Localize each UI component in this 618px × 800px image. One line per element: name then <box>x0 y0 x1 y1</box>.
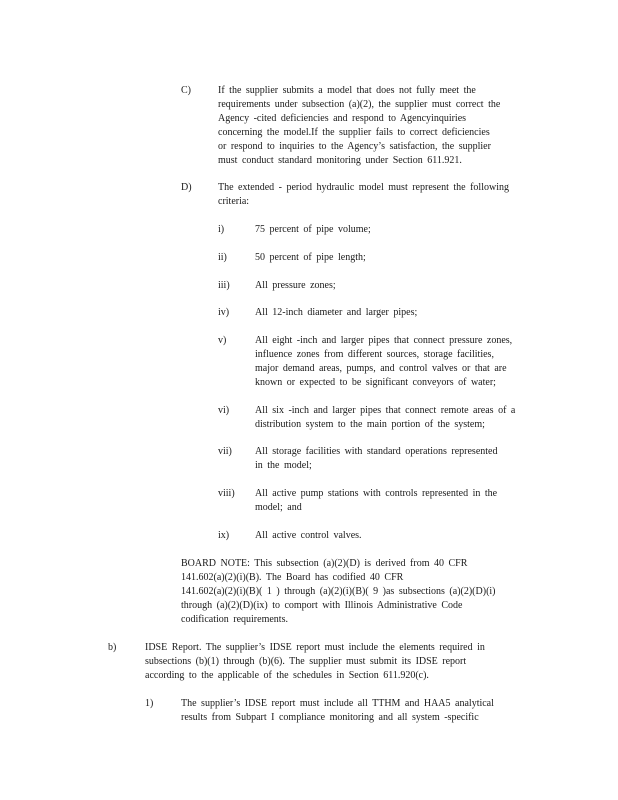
text-line: or respond to inquiries to the Agency’s satisfaction, the supplier <box>218 141 491 152</box>
text-line: influence zones from different sources, storage facilities, <box>255 349 494 360</box>
text-line: Agency -cited deficiencies and respond to Agencyinquiries <box>218 113 467 124</box>
text-line: codification requirements. <box>181 614 288 625</box>
item-text-ii <box>255 251 538 265</box>
text-line: All active control valves. <box>255 530 362 541</box>
item-text-i <box>255 223 538 237</box>
text-line: The extended - period hydraulic model must represent the following <box>218 182 509 193</box>
item-label-ix: ix) <box>218 530 230 541</box>
text-line: All 12-inch diameter and larger pipes; <box>255 307 418 318</box>
text-line: distribution system to the main portion of the system; <box>255 419 485 430</box>
item-text-ix <box>255 529 538 543</box>
text-line: The supplier’s IDSE report must include all TTHM and HAA5 analytical <box>181 698 494 709</box>
text-line: 50 percent of pipe length; <box>255 252 366 263</box>
item-label-ii: ii) <box>218 252 227 263</box>
text-line: results from Subpart I compliance monitoring and all system -specific <box>181 712 479 723</box>
item-label-1: 1) <box>145 698 154 709</box>
text-line: If the supplier submits a model that does not fully meet the <box>218 85 476 96</box>
text-line: must conduct standard monitoring under Section 611.921. <box>218 155 462 166</box>
text-line: 141.602(a)(2)(i)(B)( 1 ) through (a)(2)(i)(B)( 9 )as subsections (a)(2)(D)(i) <box>181 586 496 597</box>
text-line: in the model; <box>255 460 312 471</box>
text-line: through (a)(2)(D)(ix) to comport with Illinois Administrative Code <box>181 600 463 611</box>
item-label-v: v) <box>218 335 227 346</box>
item-text-vi <box>255 404 538 432</box>
text-line: known or expected to be significant conveyors of water; <box>255 377 496 388</box>
item-text-c <box>218 84 536 168</box>
item-label-viii: viii) <box>218 488 235 499</box>
item-label-c: C) <box>181 85 191 96</box>
text-line: All storage facilities with standard operations represented <box>255 446 498 457</box>
text-line: All active pump stations with controls represented in the <box>255 488 498 499</box>
item-label-vi: vi) <box>218 405 230 416</box>
section-label-b: b) <box>108 642 117 653</box>
text-line: requirements under subsection (a)(2), the supplier must correct the <box>218 99 501 110</box>
text-line: criteria: <box>218 196 250 207</box>
text-line: IDSE Report. The supplier’s IDSE report must include the elements required in <box>145 642 485 653</box>
text-line: All pressure zones; <box>255 280 336 291</box>
board-note <box>181 557 499 627</box>
item-text-viii <box>255 487 538 515</box>
text-line: model; and <box>255 502 302 513</box>
item-text-d <box>218 181 536 209</box>
section-text-b <box>145 641 527 683</box>
text-line: subsections (b)(1) through (b)(6). The supplier must submit its IDSE report <box>145 656 467 667</box>
text-line: according to the applicable of the schedules in Section 611.920(c). <box>145 670 429 681</box>
item-text-iv <box>255 306 538 320</box>
text-line: BOARD NOTE: This subsection (a)(2)(D) is derived from 40 CFR <box>181 558 468 569</box>
item-label-vii: vii) <box>218 446 232 457</box>
text-line: major demand areas, pumps, and control valves or that are <box>255 363 507 374</box>
item-label-i: i) <box>218 224 225 235</box>
item-text-1 <box>181 697 527 725</box>
item-label-d: D) <box>181 182 192 193</box>
text-line: 75 percent of pipe volume; <box>255 224 371 235</box>
item-text-v <box>255 334 538 390</box>
text-line: 141.602(a)(2)(i)(B). The Board has codified 40 CFR <box>181 572 404 583</box>
text-line: concerning the model.If the supplier fails to correct deficiencies <box>218 127 490 138</box>
text-line: All eight -inch and larger pipes that connect pressure zones, <box>255 335 513 346</box>
item-text-vii <box>255 445 538 473</box>
item-label-iv: iv) <box>218 307 230 318</box>
text-line: All six -inch and larger pipes that connect remote areas of a <box>255 405 516 416</box>
item-label-iii: iii) <box>218 280 230 291</box>
item-text-iii <box>255 279 538 293</box>
